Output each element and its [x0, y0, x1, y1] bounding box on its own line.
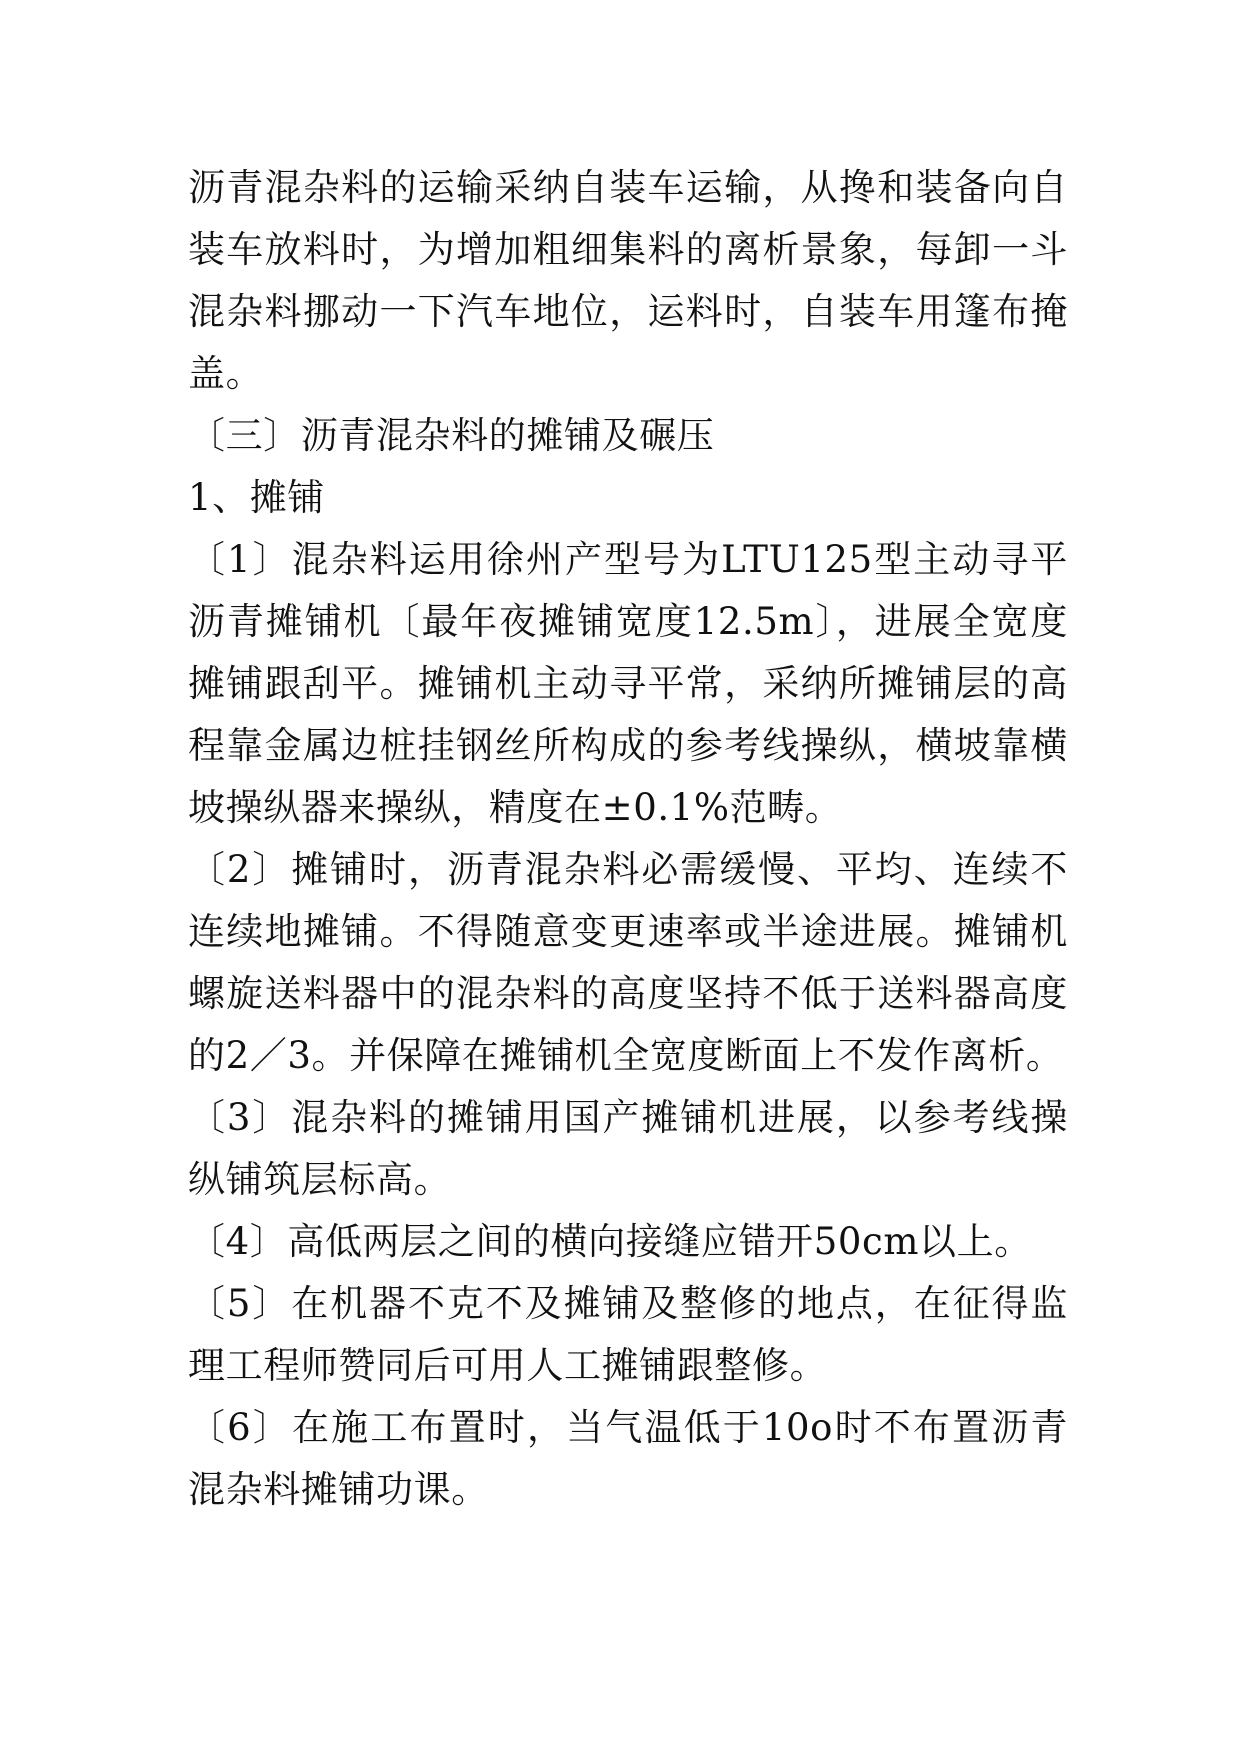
paragraph-item-3: 〔3〕混杂料的摊铺用国产摊铺机进展，以参考线操纵铺筑层标高。 — [188, 1096, 1068, 1201]
paragraph-item-6: 〔6〕在施工布置时，当气温低于10o时不布置沥青混杂料摊铺功课。 — [188, 1406, 1068, 1511]
paragraph-item-1: 〔1〕混杂料运用徐州产型号为LTU125型主动寻平沥青摊铺机〔最年夜摊铺宽度12.5m〕，进展全宽度摊铺跟刮平。摊铺机主动寻平常，采纳所摊铺层的高程靠金属边桩挂钢丝所构成的参考线操纵，横坡靠横坡操纵器来操纵，精度在±0.1%范畴。 — [188, 538, 1068, 829]
section-heading: 〔三〕沥青混杂料的摊铺及碾压 — [188, 414, 715, 457]
subsection-heading: 1、摊铺 — [188, 476, 325, 519]
document-body — [188, 157, 1068, 1521]
paragraph-item-2: 〔2〕摊铺时，沥青混杂料必需缓慢、平均、连续不连续地摊铺。不得随意变更速率或半途进展。摊铺机螺旋送料器中的混杂料的高度坚持不低于送料器高度的2／3。并保障在摊铺机全宽度断面上不发作离析。 — [188, 848, 1068, 1077]
paragraph-item-4: 〔4〕高低两层之间的横向接缝应错开50cm以上。 — [188, 1220, 1032, 1263]
paragraph-item-5: 〔5〕在机器不克不及摊铺及整修的地点，在征得监理工程师赞同后可用人工摊铺跟整修。 — [188, 1282, 1068, 1387]
paragraph-transport: 沥青混杂料的运输采纳自装车运输，从搀和装备向自装车放料时，为增加粗细集料的离析景象，每卸一斗混杂料挪动一下汽车地位，运料时，自装车用篷布掩盖。 — [188, 166, 1068, 395]
